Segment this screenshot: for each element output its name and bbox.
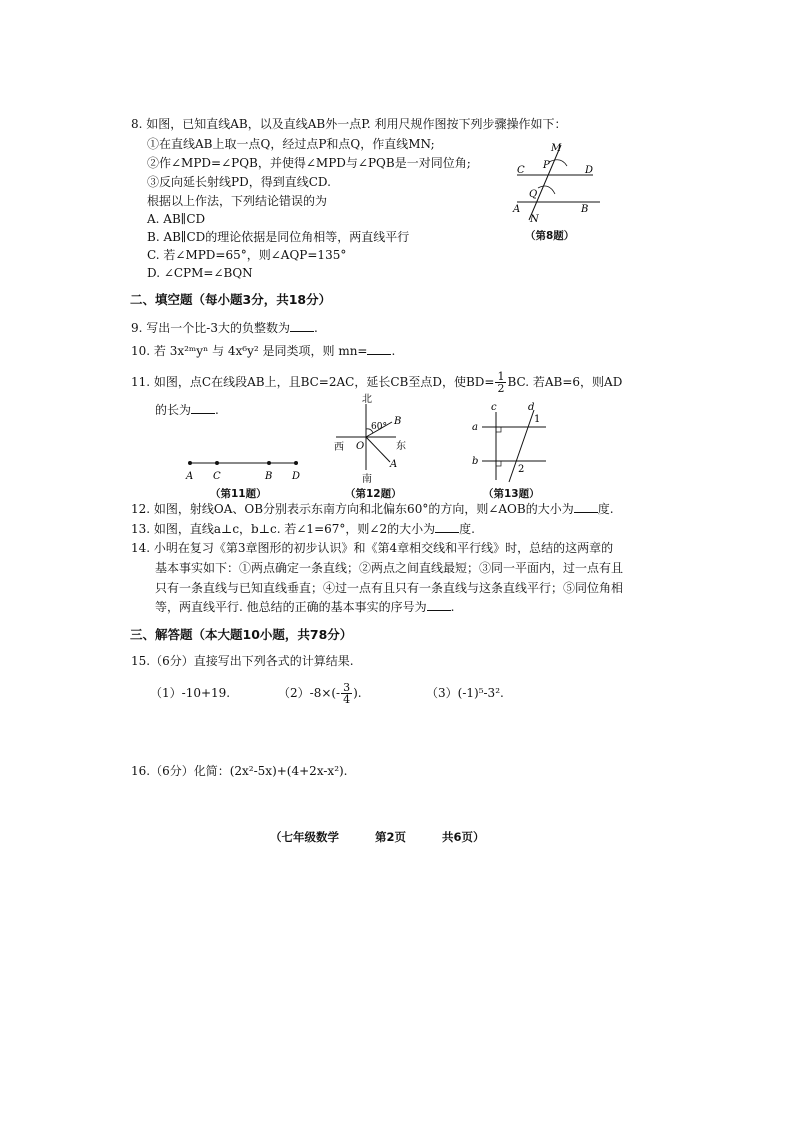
q8-step1: ①在直线AB上取一点Q，经过点P和点Q，作直线MN; <box>147 137 435 151</box>
q15-part2-post: ). <box>353 686 362 700</box>
q14-end: . <box>450 600 455 614</box>
q9-answer-blank[interactable] <box>290 320 314 332</box>
q8-option-c: C. 若∠MPD=65°，则∠AQP=135° <box>147 248 347 262</box>
q11-label-c: C <box>213 471 221 482</box>
q8-prompt: 根据以上作法，下列结论错误的为 <box>147 194 328 208</box>
q13-answer-blank[interactable] <box>435 521 459 533</box>
q8-option-a: A. AB∥CD <box>147 212 206 226</box>
q15-fraction <box>341 682 352 705</box>
footer-total: 共6页） <box>442 830 485 844</box>
q11-frac-num: 1 <box>497 370 505 383</box>
q8-arc-p <box>549 160 567 166</box>
q12-label-a: A <box>390 459 398 470</box>
q8-option-d: D. ∠CPM=∠BQN <box>147 266 253 280</box>
q11-line2-text: 的长为 <box>155 403 192 417</box>
q8-label-d: D <box>585 165 594 176</box>
q12-caption: （第12题） <box>345 488 402 500</box>
q11-label-b: B <box>265 471 273 482</box>
q8-label-m: M <box>551 143 562 154</box>
page-footer <box>270 829 485 845</box>
q13-figure <box>468 400 558 485</box>
footer-subject: （七年级数学 <box>270 830 339 844</box>
q12-label-o: O <box>356 441 365 452</box>
q8-label-a: A <box>513 204 521 215</box>
q9-text <box>131 320 318 336</box>
q14-line1: 14. 小明在复习《第3章图形的初步认识》和《第4章相交线和平行线》时，总结的这两章的 <box>131 541 614 555</box>
q12-label-b: B <box>394 416 402 427</box>
q12-figure <box>330 392 420 484</box>
q8-option-b: B. AB∥CD的理论依据是同位角相等，两直线平行 <box>147 230 410 244</box>
section-3-title: 三、解答题（本大题10小题，共78分） <box>130 627 353 642</box>
q8-caption: （第8题） <box>525 230 575 242</box>
q13-label-2: 2 <box>518 464 525 475</box>
q14-line3: 只有一条直线与已知直线垂直；④过一点有且只有一条直线与这条直线平行；⑤同位角相 <box>155 581 624 595</box>
q12-answer-blank[interactable] <box>574 501 598 513</box>
q13-label-d: d <box>528 402 535 413</box>
q11-line2 <box>155 402 219 418</box>
q13-label-c: c <box>491 402 497 413</box>
q8-label-n: N <box>530 214 539 225</box>
q12-label-west: 西 <box>334 442 344 453</box>
q14-line4 <box>155 599 454 615</box>
section-2-title: 二、填空题（每小题3分，共18分） <box>130 292 332 307</box>
q10-end: . <box>391 344 396 358</box>
q8-label-q: Q <box>529 189 538 200</box>
q11-frac-den: 2 <box>497 382 505 395</box>
q8-label-b: B <box>581 204 589 215</box>
q14-line2: 基本事实如下：①两点确定一条直线；②两点之间直线最短；③同一平面内，过一点有且 <box>155 561 624 575</box>
q13-caption: （第13题） <box>483 488 540 500</box>
q14-line4-text: 等，两直线平行. 他总结的正确的基本事实的序号为 <box>155 600 427 614</box>
q15-part1: （1）-10+19. <box>150 686 231 700</box>
q12-stem: 12. 如图，射线OA、OB分别表示东南方向和北偏东60°的方向，则∠AOB的大小为 <box>131 502 574 516</box>
q15-part2-pre: （2）-8×(- <box>278 686 341 700</box>
q8-line-mn <box>529 145 561 220</box>
q13-label-1: 1 <box>534 414 541 425</box>
q11-end: . <box>215 403 219 417</box>
q10-text <box>131 343 395 359</box>
q12-label-south: 南 <box>362 474 372 484</box>
q12-label-east: 东 <box>396 441 406 452</box>
q8-figure <box>505 140 605 225</box>
q15-part2 <box>278 680 362 706</box>
q12-end: 度. <box>597 502 614 516</box>
q9-end: . <box>313 321 318 335</box>
q12-ray-oa <box>366 437 390 462</box>
q9-stem: 9. 写出一个比-3大的负整数为 <box>131 321 290 335</box>
q8-label-c: C <box>517 165 525 176</box>
q13-text <box>131 521 475 537</box>
q11-label-a: A <box>186 471 194 482</box>
q15-stem: 15.（6分）直接写出下列各式的计算结果. <box>131 654 354 668</box>
q13-end: 度. <box>459 522 475 536</box>
q8-label-p: P <box>543 160 550 171</box>
footer-page: 第2页 <box>375 830 407 844</box>
q11-post: BC. 若AB=6，则AD <box>507 375 623 389</box>
q15-frac-den: 4 <box>343 693 351 706</box>
q12-label-north: 北 <box>362 394 372 405</box>
q12-label-angle: 60° <box>371 422 387 432</box>
q8-stem: 8. 如图，已知直线AB，以及直线AB外一点P. 利用尺规作图按下列步骤操作如下： <box>131 117 567 131</box>
q13-label-b: b <box>472 456 479 467</box>
q10-answer-blank[interactable] <box>367 343 391 355</box>
q14-answer-blank[interactable] <box>427 599 451 611</box>
q10-stem: 10. 若 3x²ᵐyⁿ 与 4x⁶y² 是同类项，则 mn= <box>131 344 368 358</box>
q11-fraction <box>495 371 506 394</box>
q16-text: 16.（6分）化简：(2x²-5x)+(4+2x-x²). <box>131 764 348 778</box>
q8-step3: ③反向延长射线PD，得到直线CD. <box>147 175 331 189</box>
q13-stem: 13. 如图，直线a⊥c，b⊥c. 若∠1=67°，则∠2的大小为 <box>131 522 436 536</box>
q15-part3: （3）(-1)⁵-3². <box>426 686 504 700</box>
q11-label-d: D <box>292 471 301 482</box>
q15-frac-num: 3 <box>343 681 351 694</box>
q13-label-a: a <box>472 422 478 433</box>
q11-stem: 11. 如图，点C在线段AB上，且BC=2AC，延长CB至点D，使BD= <box>131 375 495 389</box>
q8-step2: ②作∠MPD=∠PQB，并使得∠MPD与∠PQB是一对同位角; <box>147 156 471 170</box>
q11-figure <box>180 455 310 485</box>
q11-caption: （第11题） <box>210 488 267 500</box>
q12-text <box>131 501 614 517</box>
q11-answer-blank[interactable] <box>191 402 215 414</box>
